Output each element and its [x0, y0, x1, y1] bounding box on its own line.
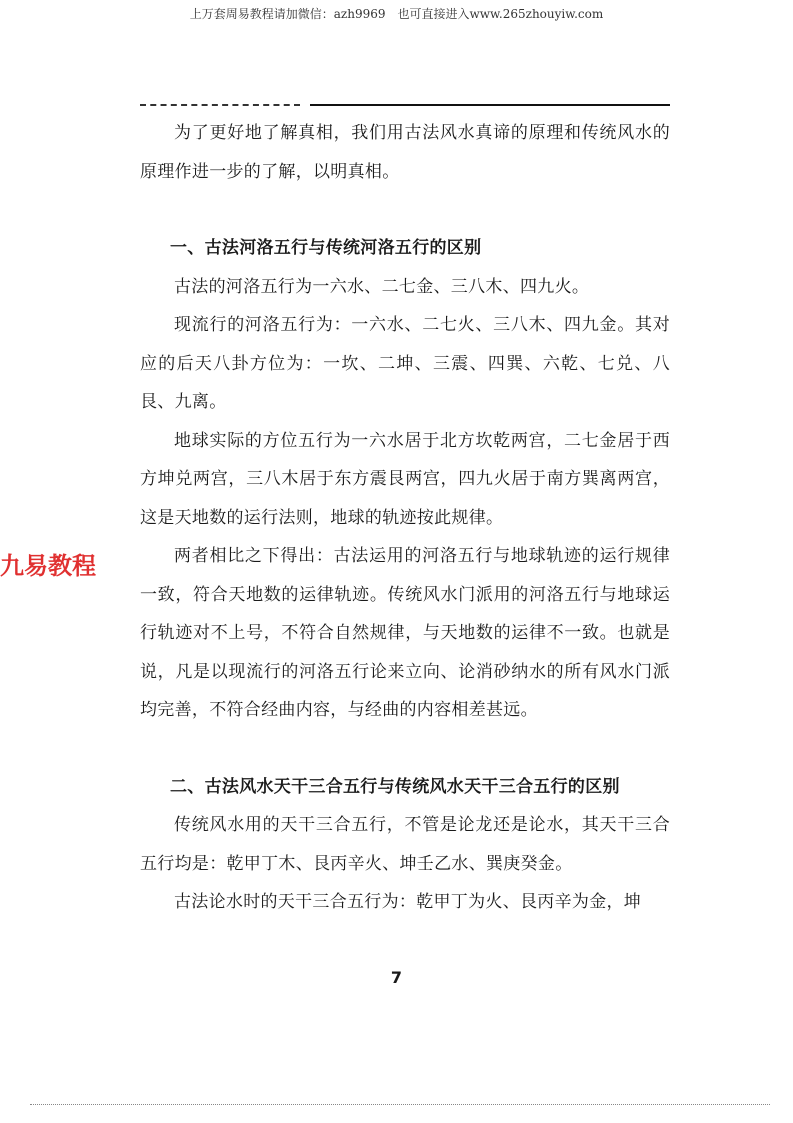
section-2-paragraph: 传统风水用的天干三合五行，不管是论龙还是论水，其天干三合五行均是：乾甲丁木、艮丙辛火、坤壬乙水、巽庚癸金。 [140, 815, 670, 874]
bottom-scan-line [30, 1104, 770, 1105]
intro-paragraph: 为了更好地了解真相，我们用古法风水真谛的原理和传统风水的原理作进一步的了解，以明真相。 [140, 123, 670, 182]
watermark-label: 九易教程 [0, 552, 96, 580]
page-content [140, 114, 670, 922]
section-1-title: 一、古法河洛五行与传统河洛五行的区别 [170, 238, 482, 258]
header-note: 上万套周易教程请加微信：azh9969 也可直接进入www.265zhouyiw.com [189, 7, 604, 21]
section-1-paragraph: 两者相比之下得出：古法运用的河洛五行与地球轨迹的运行规律一致，符合天地数的运律轨迹。传统风水门派用的河洛五行与地球运行轨迹对不上号，不符合自然规律，与天地数的运律不一致。也就是说，凡是以现流行的河洛五行论来立向、论消砂纳水的所有风水门派均完善，不符合经曲内容，与经曲的内容相差甚远。 [140, 546, 670, 720]
section-1-paragraph: 古法的河洛五行为一六水、二七金、三八木、四九火。 [174, 276, 590, 297]
page-number: 7 [390, 968, 403, 987]
header-rule-left [140, 104, 300, 106]
section-1-paragraph: 地球实际的方位五行为一六水居于北方坎乾两宫，二七金居于西方坤兑两宫，三八木居于东方震艮两宫，四九火居于南方巽离两宫，这是天地数的运行法则，地球的轨迹按此规律。 [140, 430, 670, 528]
section-2-title: 二、古法风水天干三合五行与传统风水天干三合五行的区别 [170, 776, 620, 797]
section-spacer [140, 730, 670, 768]
section-spacer [140, 191, 670, 229]
section-1-paragraph: 现流行的河洛五行为：一六水、二七火、三八木、四九金。其对应的后天八卦方位为：一坎、二坤、三震、四巽、六乾、七兑、八艮、九离。 [140, 315, 670, 412]
header-rule-right [310, 104, 670, 106]
section-2-paragraph: 古法论水时的天干三合五行为：乾甲丁为火、艮丙辛为金，坤 [174, 892, 642, 912]
